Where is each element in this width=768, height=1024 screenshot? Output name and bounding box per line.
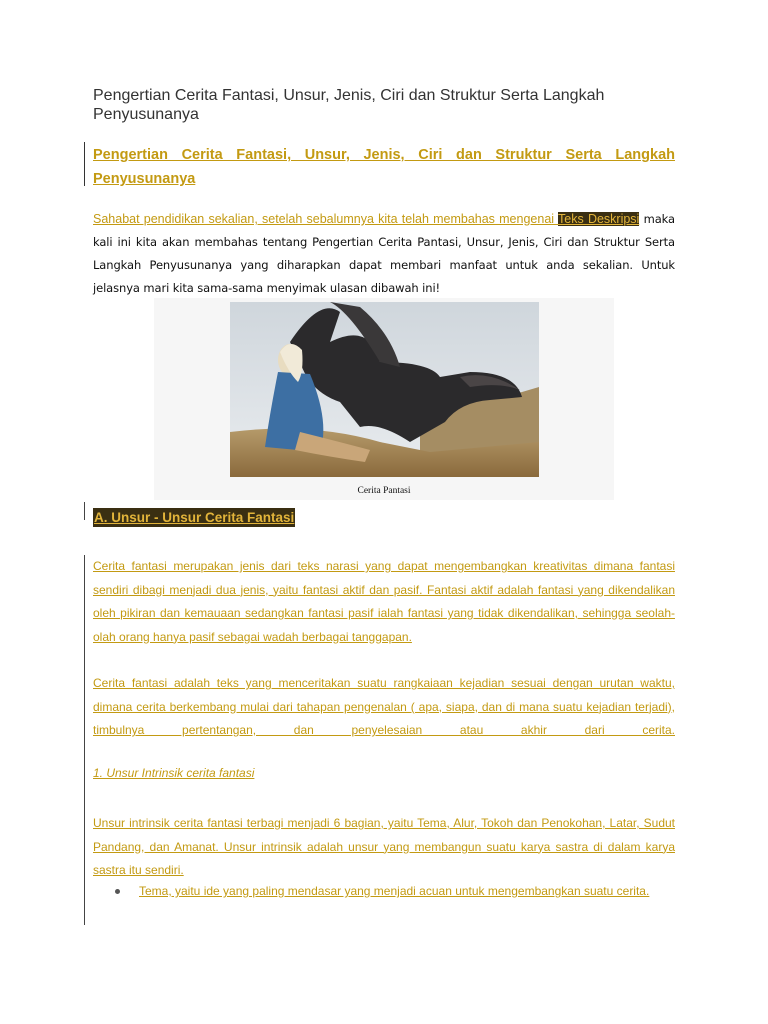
list-item-text[interactable]: Tema, yaitu ide yang paling mendasar yang menjadi acuan untuk mengembangkan suatu cerita. (139, 884, 650, 898)
paragraph-definition[interactable]: Cerita fantasi merupakan jenis dari teks narasi yang dapat mengembangkan kreativitas dimana fantasi sendiri dibagi menjadi dua jenis, yaitu fantasi aktif dan pasif. Fantasi aktif adalah fantasi yang dikendalikan oleh pikiran dan kemauaan sedangkan fantasi pasif ialah fantasi yang tidak dikendalikan, sehingga seolah-olah orang hanya pasif sebagai wadah berbagai tanggapan. (93, 559, 675, 644)
left-rule (84, 502, 85, 520)
article-heading-link[interactable]: Pengertian Cerita Fantasi, Unsur, Jenis, Ciri dan Struktur Serta Langkah Penyusunanya (93, 147, 675, 187)
teks-deskripsi-link[interactable]: Teks Deskripsi (558, 212, 640, 226)
bullet-list (93, 880, 675, 904)
figure-caption: Cerita Pantasi (357, 486, 411, 496)
section-a-heading[interactable]: A. Unsur - Unsur Cerita Fantasi (94, 510, 295, 525)
dragon-photo (230, 302, 539, 477)
list-item[interactable] (93, 880, 675, 904)
intro-body-text: maka kali ini kita akan membahas tentang Pengertian Cerita Pantasi, Unsur, Jenis, Ciri dan Struktur Serta Langkah Penyusunanya yang diharapkan dapat membari manfaat untuk anda sekalian. Untuk jelasnya mari kita sama-sama menyimak ulasan dibawah ini! (93, 212, 675, 295)
quote-bar (84, 142, 85, 186)
paragraph-sequence[interactable]: Cerita fantasi adalah teks yang menceritakan suatu rangkaiaan kejadian sesuai dengan urutan waktu, dimana cerita berkembang mulai dari tahapan pengenalan ( apa, siapa, dan di mana suatu kejadian terjadi), timbulnya pertentangan, dan penyelesaian atau akhir dari cerita. (93, 676, 675, 737)
intro-paragraph (93, 208, 675, 300)
bullet-icon (115, 889, 120, 894)
left-rule (84, 555, 85, 925)
subheading-intrinsic[interactable]: 1. Unsur Intrinsik cerita fantasi (93, 766, 255, 780)
figure (154, 298, 614, 500)
paragraph-intrinsic[interactable]: Unsur intrinsik cerita fantasi terbagi menjadi 6 bagian, yaitu Tema, Alur, Tokoh dan Penokohan, Latar, Sudut Pandang, dan Amanat. Unsur intrinsik adalah unsur yang membangun suatu karya sastra di dalam karya sastra itu sendiri. (93, 816, 675, 877)
document-title: Pengertian Cerita Fantasi, Unsur, Jenis, Ciri dan Struktur Serta Langkah Penyusunanya (93, 87, 605, 123)
intro-link-text[interactable]: Sahabat pendidikan sekalian, setelah sebalumnya kita telah membahas mengenai (93, 212, 559, 226)
